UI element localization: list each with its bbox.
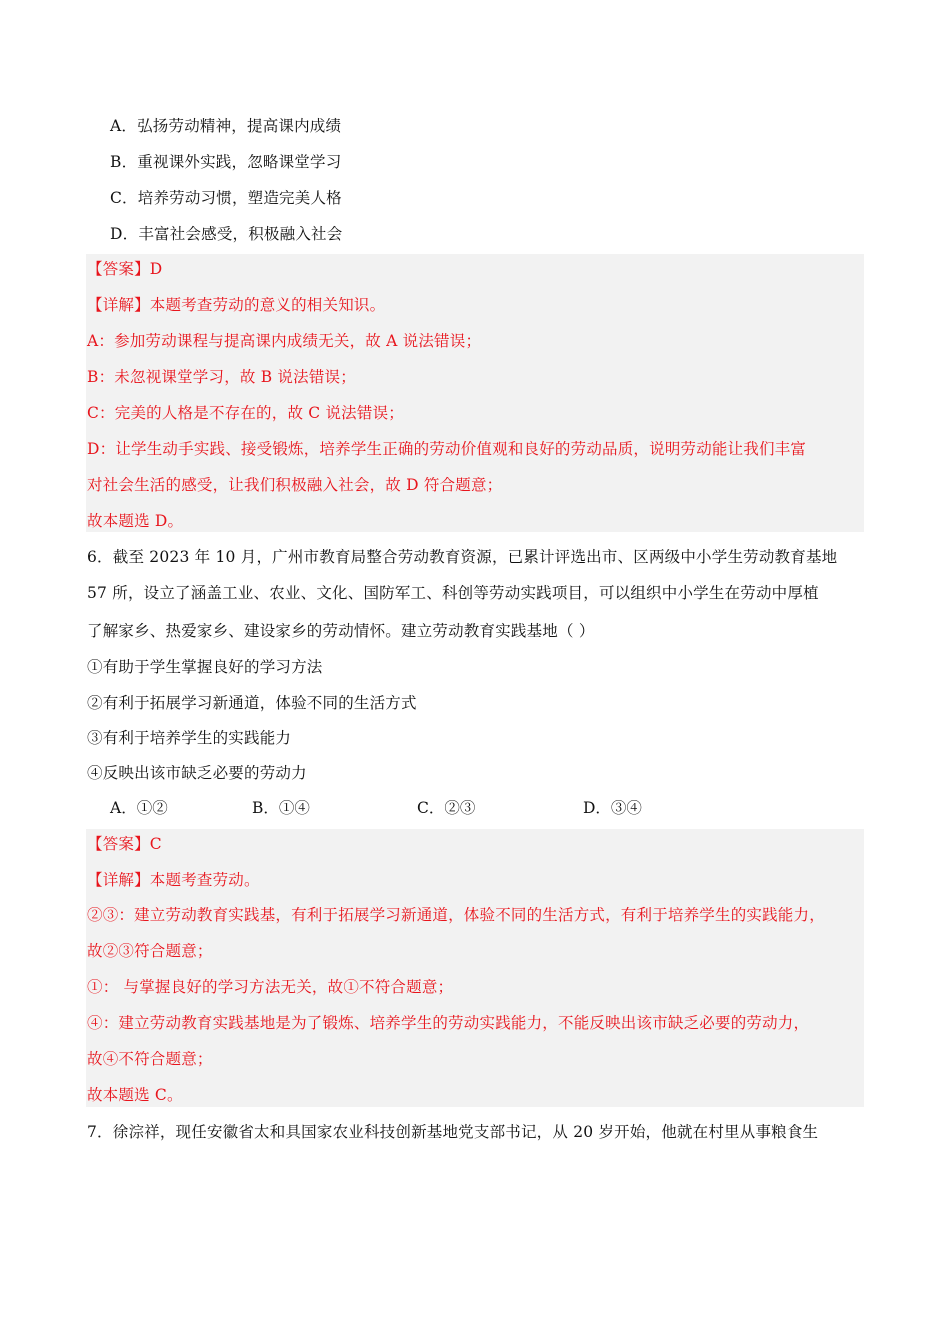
q7-stem-line: 7．徐淙祥，现任安徽省太和具国家农业科技创新基地党支部书记，从 20 岁开始，他就在村里从事粮食生 — [87, 1123, 819, 1141]
q6-statement: ②有利于拓展学习新通道，体验不同的生活方式 — [87, 694, 417, 712]
q5-analysis-line: C：完美的人格是不存在的，故 C 说法错误； — [87, 404, 404, 422]
q6-option-d: D．③④ — [583, 799, 642, 817]
q6-statement: ③有利于培养学生的实践能力 — [87, 729, 292, 747]
q5-analysis-line: B：未忽视课堂学习，故 B 说法错误； — [87, 368, 356, 386]
q5-analysis-line: 对社会生活的感受，让我们积极融入社会，故 D 符合题意； — [87, 476, 503, 494]
q6-stem-line: 了解家乡、热爱家乡、建设家乡的劳动情怀。建立劳动教育实践基地（ ） — [87, 622, 595, 640]
q5-option-b: B．重视课外实践，忽略课堂学习 — [110, 153, 342, 171]
q6-analysis-line: 故②③符合题意； — [87, 942, 213, 960]
q6-stem-line: 6．截至 2023 年 10 月，广州市教育局整合劳动教育资源，已累计评选出市、区两级中小学生劳动教育基地 — [87, 548, 838, 566]
q6-option-c: C．②③ — [417, 799, 476, 817]
q6-answer: 【答案】C — [87, 835, 162, 853]
q6-options-row — [110, 797, 810, 819]
q5-option-c: C．培养劳动习惯，塑造完美人格 — [110, 189, 342, 207]
q6-analysis-line: ②③：建立劳动教育实践基，有利于拓展学习新通道，体验不同的生活方式，有利于培养学生的实践能力， — [87, 906, 825, 924]
q5-analysis-line: 【详解】本题考查劳动的意义的相关知识。 — [87, 296, 386, 314]
q6-statement: ①有助于学生掌握良好的学习方法 — [87, 658, 323, 676]
q6-statement: ④反映出该市缺乏必要的劳动力 — [87, 764, 307, 782]
q6-analysis-line: ①： 与掌握良好的学习方法无关，故①不符合题意； — [87, 978, 454, 996]
q5-option-d: D．丰富社会感受，积极融入社会 — [110, 225, 343, 243]
q6-analysis-line: 【详解】本题考查劳动。 — [87, 871, 260, 889]
q5-analysis-line: D：让学生动手实践、接受锻炼，培养学生正确的劳动价值观和良好的劳动品质，说明劳动能让我们丰富 — [87, 440, 807, 458]
q6-analysis-line: ④：建立劳动教育实践基地是为了锻炼、培养学生的劳动实践能力，不能反映出该市缺乏必要的劳动力， — [87, 1014, 810, 1032]
q6-option-b: B．①④ — [252, 799, 310, 817]
q5-answer: 【答案】D — [87, 260, 163, 278]
q5-analysis-line: A：参加劳动课程与提高课内成绩无关，故 A 说法错误； — [87, 332, 482, 350]
q6-analysis-line: 故④不符合题意； — [87, 1050, 213, 1068]
q6-stem-line: 57 所，设立了涵盖工业、农业、文化、国防军工、科创等劳动实践项目，可以组织中小学生在劳动中厚植 — [87, 584, 819, 602]
q6-analysis-line: 故本题选 C。 — [87, 1086, 183, 1104]
q6-option-a: A．①② — [110, 799, 168, 817]
q5-option-a: A．弘扬劳动精神，提高课内成绩 — [110, 117, 342, 135]
q5-analysis-line: 故本题选 D。 — [87, 512, 184, 530]
